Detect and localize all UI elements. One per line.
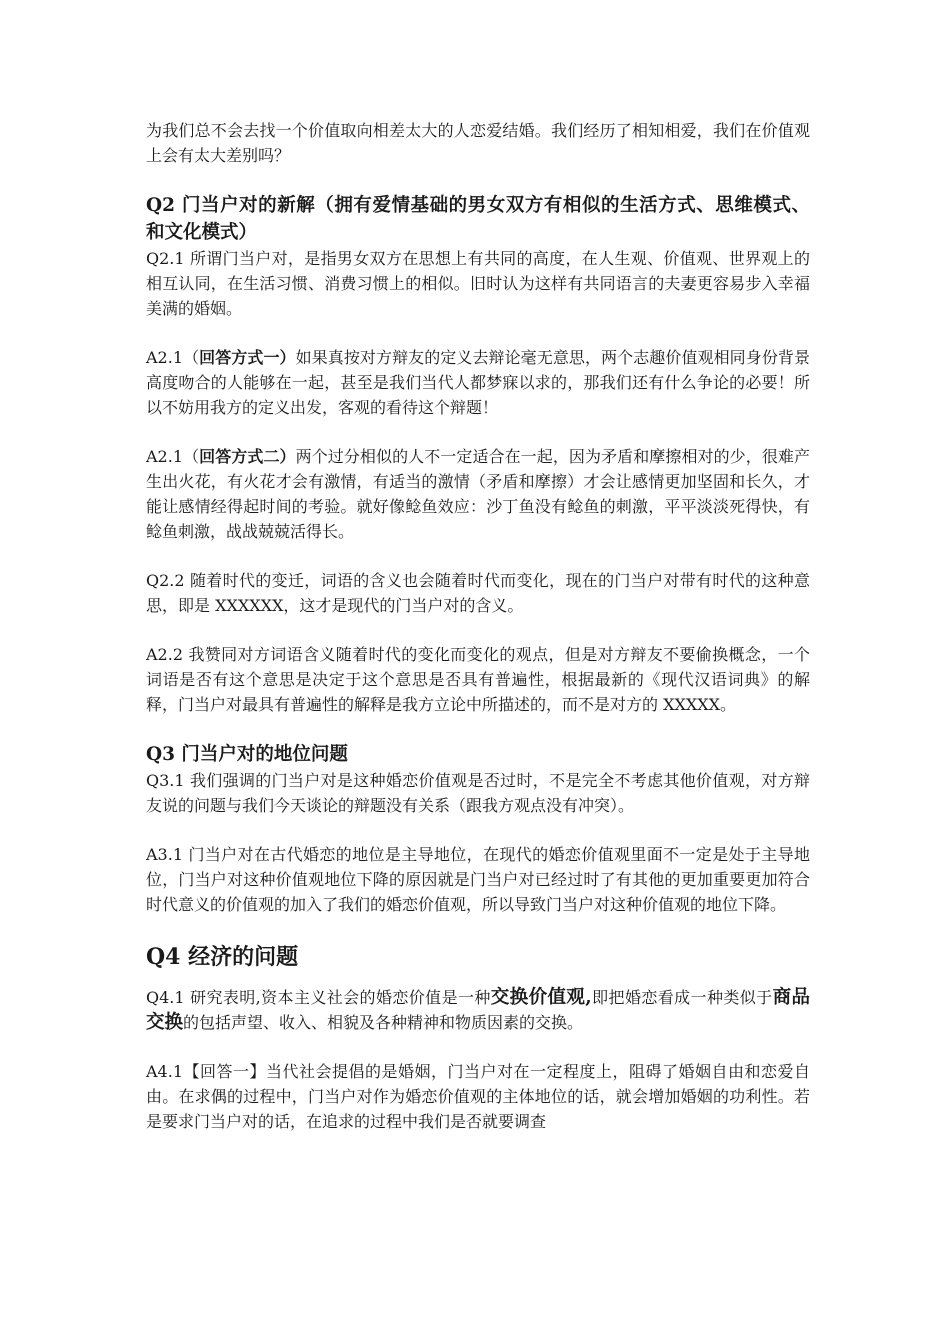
q2-heading: Q2 门当户对的新解（拥有爱情基础的男女双方有相似的生活方式、思维模式、和文化模式） xyxy=(146,195,810,243)
a2-1-way1-prefix: A2.1（ xyxy=(146,348,200,367)
q4-heading: Q4 经济的问题 xyxy=(146,944,299,970)
q3-heading: Q3 门当户对的地位问题 xyxy=(146,744,348,765)
q2-2-paragraph: Q2.2 随着时代的变迁，词语的含义也会随着时代而变化，现在的门当户对带有时代的这种意思，即是 XXXXXX，这才是现代的门当户对的含义。 xyxy=(146,571,810,615)
intro-paragraph: 为我们总不会去找一个价值取向相差太大的人恋爱结婚。我们经历了相知相爱，我们在价值观上会有太大差别吗？ xyxy=(146,121,810,165)
a2-1-way2-label: 回答方式二） xyxy=(199,447,296,466)
q4-1-emph1: 交换价值观, xyxy=(490,987,592,1008)
a4-1-suffix: 】 xyxy=(249,1062,266,1081)
q3-1-paragraph: Q3.1 我们强调的门当户对是这种婚恋价值观是否过时，不是完全不考虑其他价值观，对方辩友说的问题与我们今天谈论的辩题没有关系（跟我方观点没有冲突）。 xyxy=(146,771,810,815)
a2-1-way1-label: 回答方式一） xyxy=(199,348,296,367)
a2-1-way2-text: 两个过分相似的人不一定适合在一起，因为矛盾和摩擦相对的少，很难产生出火花，有火花才会有激情，有适当的激情（矛盾和摩擦）才会让感情更加坚固和长久，才能让感情经得起时间的考验。就好像鲶鱼效应：沙丁鱼没有鲶鱼的刺激，平平淡淡死得快，有鲶鱼刺激，战战兢兢活得长。 xyxy=(146,447,810,541)
a4-1-text: 当代社会提倡的是婚姻，门当户对在一定程度上，阻碍了婚姻自由和恋爱自由。在求偶的过程中，门当户对作为婚恋价值观的主体地位的话，就会增加婚姻的功利性。若是要求门当户对的话，在追求的过程中我们是否就要调查 xyxy=(146,1062,810,1131)
a2-2-paragraph: A2.2 我赞同对方词语含义随着时代的变化而变化的观点，但是对方辩友不要偷换概念，一个词语是否有这个意思是决定于这个意思是否具有普遍性，根据最新的《现代汉语词典》的解释，门当户对最具有普遍性的解释是我方立论中所描述的，而不是对方的 XXXXX。 xyxy=(146,645,810,714)
q4-1-emph2: 商品交换 xyxy=(146,987,810,1033)
a2-1-way1-text: 如果真按对方辩友的定义去辩论毫无意思，两个志趣价值观相同身份背景高度吻合的人能够在一起，甚至是我们当代人都梦寐以求的，那我们还有什么争论的必要！所以不妨用我方的定义出发，客观的看待这个辩题！ xyxy=(146,348,810,417)
a4-1-label: 回答一 xyxy=(200,1062,250,1081)
q4-1-part3: 的包括声望、收入、相貌及各种精神和物质因素的交换。 xyxy=(183,1013,584,1032)
a3-1-paragraph: A3.1 门当户对在古代婚恋的地位是主导地位，在现代的婚恋价值观里面不一定是处于主导地位，门当户对这种价值观地位下降的原因就是门当户对已经过时了有其他的更加重要更加符合时代意义的价值观的加入了我们的婚恋价值观，所以导致门当户对这种价值观的地位下降。 xyxy=(146,845,810,914)
a4-1-prefix: A4.1【 xyxy=(146,1062,200,1081)
q4-1-part2: 即把婚恋看成一种类似于 xyxy=(591,988,773,1007)
a4-1-paragraph xyxy=(146,1059,810,1134)
q4-1-part1: Q4.1 研究表明,资本主义社会的婚恋价值是一种 xyxy=(146,988,491,1007)
a2-1-way1-paragraph xyxy=(146,345,810,420)
q2-1-paragraph: Q2.1 所谓门当户对，是指男女双方在思想上有共同的高度，在人生观、价值观、世界观上的相互认同，在生活习惯、消费习惯上的相似。旧时认为这样有共同语言的夫妻更容易步入幸福美满的婚姻。 xyxy=(146,249,810,318)
a2-1-way2-paragraph xyxy=(146,444,810,544)
a2-1-way2-prefix: A2.1（ xyxy=(146,447,200,466)
q4-1-paragraph xyxy=(146,985,810,1035)
